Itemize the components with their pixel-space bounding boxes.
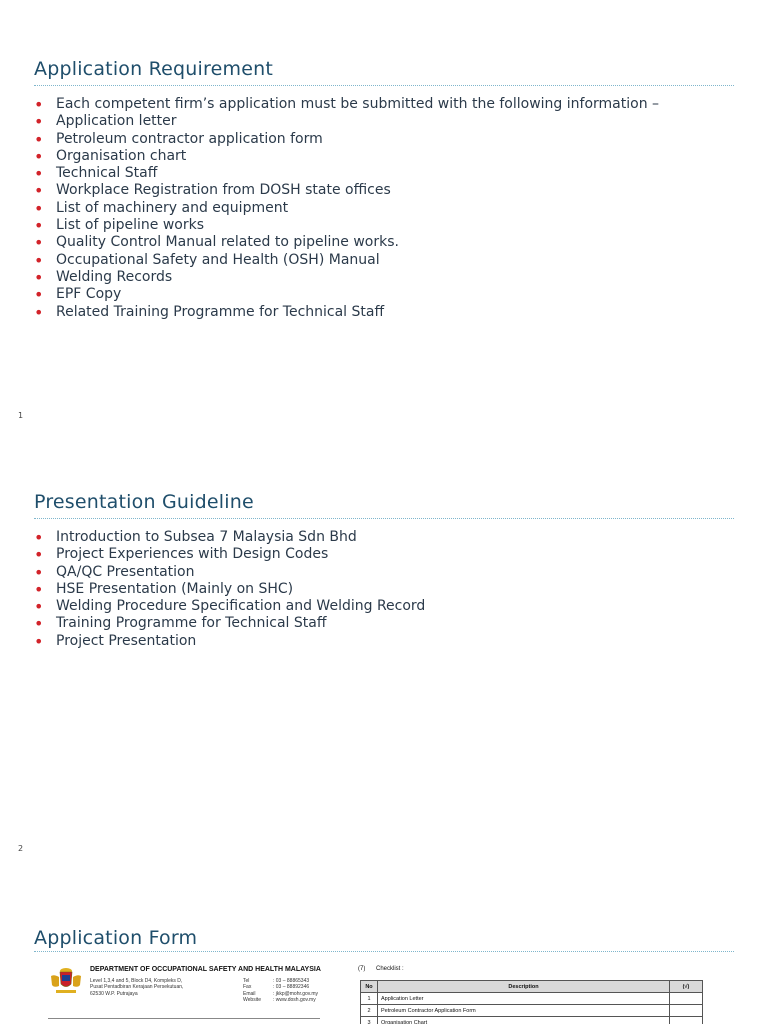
list-item: • Related Training Programme for Technical Staff xyxy=(34,304,659,321)
contact-row xyxy=(243,997,318,1003)
row-tick-cell xyxy=(670,1017,703,1024)
malaysia-crest-icon xyxy=(48,966,84,996)
table-row xyxy=(361,1017,703,1024)
row-number: 1 xyxy=(361,993,378,1005)
row-description: Organisation Chart xyxy=(378,1017,670,1024)
row-tick-cell xyxy=(670,993,703,1005)
address-line: Pusat Pentadbiran Kerajaan Persekutuan, xyxy=(90,984,184,991)
list-item: • Workplace Registration from DOSH state offices xyxy=(34,182,659,199)
address-line: Level 1,3,4 and 5, Block D4, Kompleks D, xyxy=(90,978,183,984)
column-header-tick: (√) xyxy=(670,981,703,993)
list-item: • EPF Copy xyxy=(34,286,659,303)
list-item: • Organisation chart xyxy=(34,148,659,165)
list-item: • Quality Control Manual related to pipeline works. xyxy=(34,234,659,251)
checklist-heading xyxy=(358,966,404,972)
list-item: • List of pipeline works xyxy=(34,217,659,234)
slide-title: Application Form xyxy=(34,927,198,949)
column-header-no: No xyxy=(361,981,378,993)
list-item: • List of machinery and equipment xyxy=(34,200,659,217)
list-item: • Project Experiences with Design Codes xyxy=(34,546,425,563)
title-divider xyxy=(34,951,734,952)
row-number: 2 xyxy=(361,1005,378,1017)
contact-value: : jkkp@mohr.gov.my xyxy=(273,990,318,997)
contact-label: Email xyxy=(243,990,256,997)
contact-value: : 03 – 88865343 xyxy=(273,978,310,984)
list-item: • Introduction to Subsea 7 Malaysia Sdn Bhd xyxy=(34,529,425,546)
department-name: DEPARTMENT OF OCCUPATIONAL SAFETY AND HEALTH MALAYSIA xyxy=(90,966,321,973)
row-number: 3 xyxy=(361,1017,378,1024)
list-item: • Each competent firm’s application must be submitted with the following information – xyxy=(34,96,659,113)
list-item: • Technical Staff xyxy=(34,165,659,182)
checklist-number: (7) xyxy=(358,966,366,972)
form-divider xyxy=(48,1018,320,1019)
table-row xyxy=(361,993,703,1005)
contact-label: Tel xyxy=(243,978,250,984)
list-item: • Occupational Safety and Health (OSH) Manual xyxy=(34,252,659,269)
slide-title: Application Requirement xyxy=(34,58,273,80)
department-address xyxy=(90,978,183,997)
application-form-image xyxy=(40,962,730,1024)
list-item: • HSE Presentation (Mainly on SHC) xyxy=(34,581,425,598)
checklist-table xyxy=(360,980,703,1024)
row-description: Application Letter xyxy=(378,993,670,1005)
contact-value: : www.dosh.gov.my xyxy=(273,997,316,1004)
column-header-description: Description xyxy=(378,981,670,993)
address-line: 62530 W.P. Putrajaya xyxy=(90,990,138,997)
table-row xyxy=(361,1005,703,1017)
page-number: 2 xyxy=(18,844,24,853)
department-contacts xyxy=(243,978,318,1004)
row-tick-cell xyxy=(670,1005,703,1017)
checklist-label: Checklist : xyxy=(376,966,404,972)
contact-label: Fax xyxy=(243,984,252,991)
list-item: • Welding Procedure Specification and Welding Record xyxy=(34,598,425,615)
slide-title: Presentation Guideline xyxy=(34,491,254,513)
row-description: Petroleum Contractor Application Form xyxy=(378,1005,670,1017)
contact-label: Website xyxy=(243,997,261,1004)
list-item: • Project Presentation xyxy=(34,633,425,650)
list-item: • Training Programme for Technical Staff xyxy=(34,615,425,632)
list-item: • Petroleum contractor application form xyxy=(34,131,659,148)
list-item: • QA/QC Presentation xyxy=(34,564,425,581)
page-number: 1 xyxy=(18,411,24,420)
list-item: • Application letter xyxy=(34,113,659,130)
list-item: • Welding Records xyxy=(34,269,659,286)
table-header-row xyxy=(361,981,703,993)
contact-value: : 03 – 88892346 xyxy=(273,984,310,991)
